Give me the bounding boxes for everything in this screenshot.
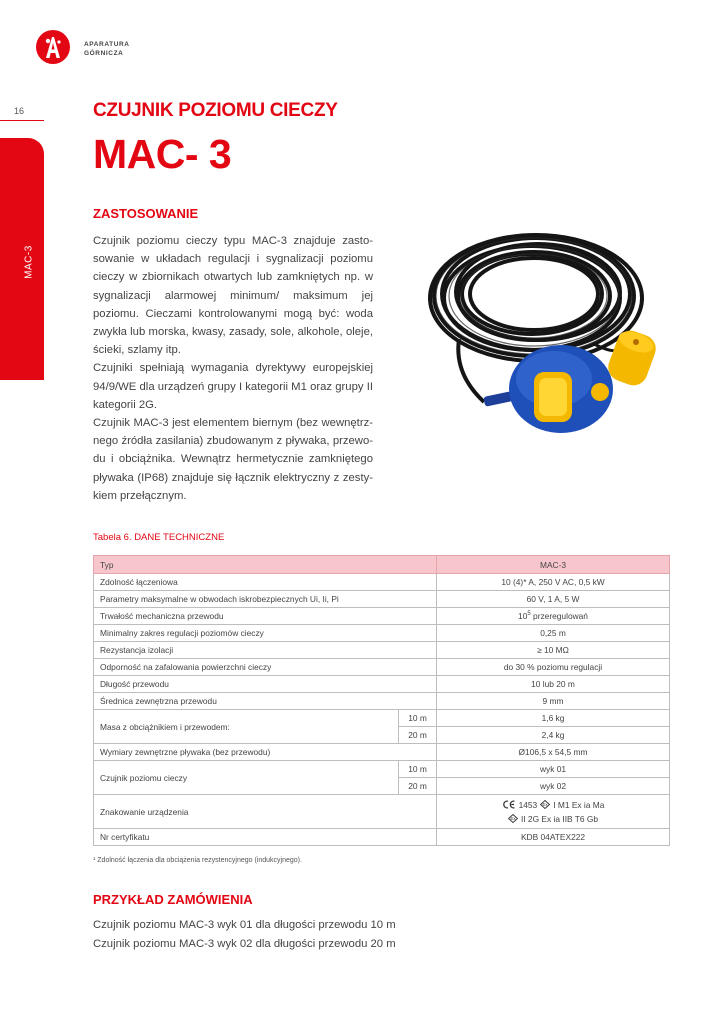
- table-header-label: Typ: [94, 556, 437, 574]
- marking-text-2: II 2G Ex ia IIB T6 Gb: [520, 813, 599, 824]
- row-label: Długość przewodu: [94, 676, 437, 693]
- row-value: 0,25 m: [437, 625, 670, 642]
- row-label: Odporność na zafalowania powierzchni cieczy: [94, 659, 437, 676]
- product-title: MAC- 3: [93, 131, 232, 177]
- page-number: 16: [14, 106, 25, 116]
- order-examples: [93, 916, 396, 954]
- row-value: [437, 608, 670, 625]
- row-value: wyk 02: [437, 778, 670, 795]
- row-sub-label: 10 m: [399, 761, 437, 778]
- order-heading: PRZYKŁAD ZAMÓWIENIA: [93, 892, 253, 907]
- table-footnote: ¹ Zdolność łączenia dla obciążenia rezystencyjnego (indukcyjnego).: [93, 857, 302, 864]
- row-sub-label: 10 m: [399, 710, 437, 727]
- row-value: KDB 04ATEX222: [437, 829, 670, 846]
- marking-line-1: [437, 798, 669, 812]
- ce-mark-icon: [502, 800, 516, 809]
- company-logo: [36, 30, 70, 64]
- product-photo: [414, 224, 676, 434]
- row-label: Zdolność łączeniowa: [94, 574, 437, 591]
- row-value: do 30 % poziomu regulacji: [437, 659, 670, 676]
- application-paragraph-3: Czujnik MAC-3 jest elementem biernym (bez wewnętrz-nego źródła zasilania) zbudowanym z pływaka, przewo-du i obciążnika. Wewnątrz hermetycznie zamkniętego pływaka (IP68) znajduje się łącznik elektryczny z zesty-kiem przełącznym.: [93, 417, 373, 502]
- row-value: 9 mm: [437, 693, 670, 710]
- row-value: 2,4 kg: [437, 727, 670, 744]
- svg-text:Ex: Ex: [510, 816, 516, 822]
- row-value: [437, 795, 670, 829]
- side-tab-label: MAC-3: [23, 245, 35, 279]
- notified-body-number: 1453: [518, 799, 538, 810]
- row-label: Rezystancja izolacji: [94, 642, 437, 659]
- brand-line-1: APARATURA: [84, 41, 130, 48]
- row-sub-label: 20 m: [399, 727, 437, 744]
- row-label: Wymiary zewnętrzne pływaka (bez przewodu): [94, 744, 437, 761]
- row-label: Znakowanie urządzenia: [94, 795, 437, 829]
- row-value: ≥ 10 MΩ: [437, 642, 670, 659]
- order-line-2: Czujnik poziomu MAC-3 wyk 02 dla długości przewodu 20 m: [93, 938, 396, 950]
- ex-mark-icon: [540, 800, 550, 809]
- row-label: Średnica zewnętrzna przewodu: [94, 693, 437, 710]
- table-row: [94, 591, 670, 608]
- row-label: Minimalny zakres regulacji poziomów cieczy: [94, 625, 437, 642]
- side-tab: [0, 138, 44, 380]
- application-text: [93, 232, 373, 505]
- row-value-exponent: 5: [527, 611, 531, 618]
- application-paragraph-2: Czujniki spełniają wymagania dyrektywy europejskiej 94/9/WE dla urządzeń grupy I kategorii M1 oraz grupy II kategorii 2G.: [93, 362, 373, 411]
- table-row: [94, 744, 670, 761]
- table-row: [94, 761, 670, 778]
- brand-name: [84, 41, 130, 58]
- ex-mark-icon: [508, 814, 518, 823]
- product-subtitle: CZUJNIK POZIOMU CIECZY: [93, 100, 338, 121]
- marking-line-2: [437, 812, 669, 826]
- table-row: [94, 574, 670, 591]
- table-row: [94, 642, 670, 659]
- table-header-value: MAC-3: [437, 556, 670, 574]
- brand-line-2: GÓRNICZA: [84, 49, 124, 57]
- row-value: 10 (4)* A, 250 V AC, 0,5 kW: [437, 574, 670, 591]
- marking-text-1: I M1 Ex ia Ma: [553, 799, 605, 810]
- table-row: [94, 625, 670, 642]
- row-value: 60 V, 1 A, 5 W: [437, 591, 670, 608]
- table-row: [94, 829, 670, 846]
- row-value: Ø106,5 x 54,5 mm: [437, 744, 670, 761]
- row-value-suffix: przeregulowań: [530, 611, 588, 621]
- table-row: [94, 710, 670, 727]
- table-row: [94, 693, 670, 710]
- row-label: Parametry maksymalne w obwodach iskrobezpiecznych Ui, Ii, Pi: [94, 591, 437, 608]
- row-value: 10 lub 20 m: [437, 676, 670, 693]
- row-value-number: 10: [518, 611, 528, 621]
- page-number-rule: [0, 120, 44, 121]
- application-heading: ZASTOSOWANIE: [93, 206, 199, 221]
- order-line-1: Czujnik poziomu MAC-3 wyk 01 dla długości przewodu 10 m: [93, 919, 396, 931]
- row-label: Trwałość mechaniczna przewodu: [94, 608, 437, 625]
- application-paragraph-1: Czujnik poziomu cieczy typu MAC-3 znajduje zasto-sowanie w układach regulacji i sygnalizacji poziomu cieczy w zbiornikach otwartych lub zamkniętych np. w sygnalizacji alarmowej minimum/ maksimum jej poziomu. Cieczami kontrolowanymi mogą być: woda zwykła lub morska, kwasy, zasady, sole, alkohole, oleje, ścieki, szlamy itp.: [93, 235, 373, 357]
- table-caption: Tabela 6. DANE TECHNICZNE: [93, 532, 225, 543]
- row-value: 1,6 kg: [437, 710, 670, 727]
- table-row: [94, 608, 670, 625]
- technical-data-table: [93, 555, 670, 846]
- table-row: [94, 676, 670, 693]
- svg-text:Ex: Ex: [542, 802, 548, 808]
- row-label: Masa z obciążnikiem i przewodem:: [94, 710, 399, 744]
- row-sub-label: 20 m: [399, 778, 437, 795]
- table-row: [94, 795, 670, 829]
- table-row: [94, 659, 670, 676]
- row-label: Nr certyfikatu: [94, 829, 437, 846]
- table-header-row: [94, 556, 670, 574]
- row-value: wyk 01: [437, 761, 670, 778]
- row-label: Czujnik poziomu cieczy: [94, 761, 399, 795]
